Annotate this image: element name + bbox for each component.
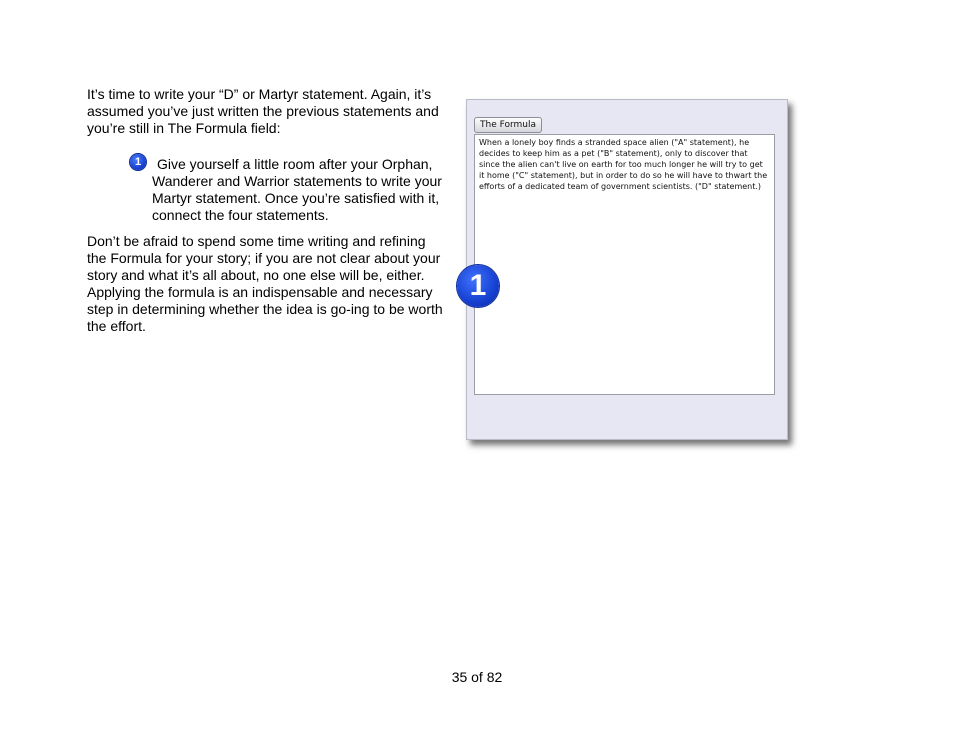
intro-paragraph: It’s time to write your “D” or Martyr statement. Again, it’s assumed you’ve just written the previous statements and you’re still in The Formula field: [87,86,439,136]
body-paragraph: Don’t be afraid to spend some time writing and refining the Formula for your story; if you are not clear about your story and what it’s all about, no one else will be, either. Applying the formula is an indispensable and necessary step in determining whether the idea is go-ing to be worth the effort. [87,233,443,334]
formula-screenshot [466,99,788,440]
callout-number-badge: 1 [457,265,499,307]
page-indicator: 35 of 82 [451,669,503,685]
formula-text-field[interactable]: When a lonely boy finds a stranded space alien ("A" statement), he decides to keep him as a pet ("B" statement), only to discover that since the alien can't live on earth for too much longer he will try to get it home ("C" statement), but in order to do so he will have to thwart the efforts of a dedicated team of government scientists. ("D" statement.) [474,134,775,395]
step-number-badge: 1 [130,154,146,170]
formula-tab-button[interactable]: The Formula [474,117,542,133]
step-instruction: Give yourself a little room after your Orphan, Wanderer and Warrior statements to write your Martyr statement. Once you’re satisfied with it, connect the four statements. [152,156,442,223]
